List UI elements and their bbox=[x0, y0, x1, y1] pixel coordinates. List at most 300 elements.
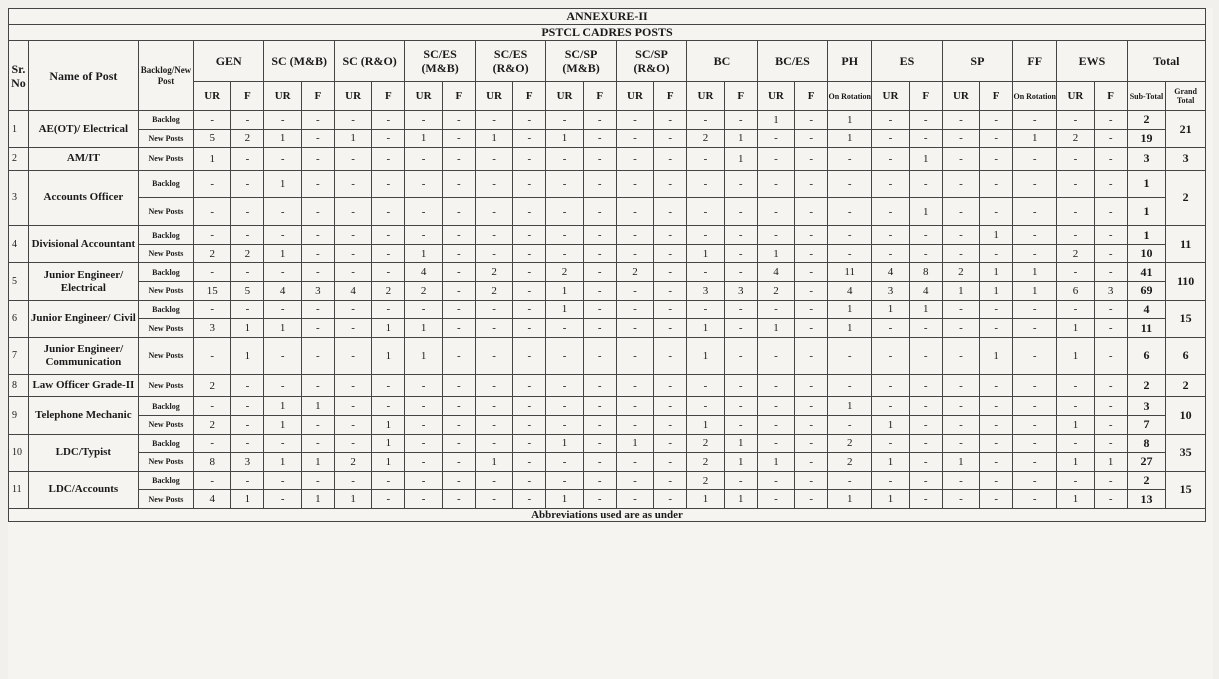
value-cell: - bbox=[372, 375, 405, 397]
value-cell: - bbox=[513, 397, 546, 416]
value-cell: - bbox=[795, 148, 828, 170]
value-cell: 4 bbox=[872, 263, 909, 282]
value-cell: - bbox=[583, 300, 616, 319]
value-cell: - bbox=[909, 337, 942, 374]
value-cell: - bbox=[795, 434, 828, 453]
value-cell: - bbox=[193, 198, 230, 226]
header-group: FF bbox=[1013, 41, 1057, 82]
value-cell: - bbox=[1094, 319, 1127, 338]
value-cell: - bbox=[654, 263, 687, 282]
value-cell: - bbox=[616, 397, 653, 416]
value-cell: - bbox=[442, 375, 475, 397]
subheader-cell: F bbox=[724, 82, 757, 111]
value-cell: - bbox=[405, 415, 442, 434]
value-cell: - bbox=[334, 263, 371, 282]
value-cell: - bbox=[909, 111, 942, 130]
value-cell: - bbox=[872, 337, 909, 374]
value-cell: 1 bbox=[828, 129, 872, 148]
value-cell: - bbox=[1057, 471, 1094, 490]
value-cell: - bbox=[795, 170, 828, 198]
value-cell: - bbox=[583, 129, 616, 148]
value-cell: - bbox=[942, 490, 979, 509]
sr-no: 8 bbox=[9, 375, 29, 397]
header-group: SC/ES (R&O) bbox=[475, 41, 545, 82]
grand-total-cell: 15 bbox=[1166, 300, 1206, 337]
sr-no: 11 bbox=[9, 471, 29, 508]
table-row bbox=[9, 148, 1206, 170]
value-cell: 1 bbox=[616, 434, 653, 453]
value-cell: - bbox=[909, 170, 942, 198]
value-cell: - bbox=[334, 471, 371, 490]
post-type: New Posts bbox=[138, 337, 193, 374]
value-cell: 8 bbox=[193, 453, 230, 472]
value-cell: 2 bbox=[1057, 129, 1094, 148]
value-cell: - bbox=[654, 111, 687, 130]
value-cell: - bbox=[909, 244, 942, 263]
value-cell: - bbox=[264, 471, 301, 490]
value-cell: - bbox=[616, 170, 653, 198]
value-cell: 2 bbox=[193, 415, 230, 434]
subheader-cell: UR bbox=[193, 82, 230, 111]
grand-total-cell: 6 bbox=[1166, 337, 1206, 374]
value-cell: - bbox=[513, 375, 546, 397]
value-cell: 2 bbox=[687, 471, 724, 490]
value-cell: 2 bbox=[828, 453, 872, 472]
value-cell: - bbox=[546, 198, 583, 226]
value-cell: 3 bbox=[301, 282, 334, 301]
value-cell: 1 bbox=[405, 244, 442, 263]
post-name: Telephone Mechanic bbox=[28, 397, 138, 434]
value-cell: - bbox=[513, 148, 546, 170]
value-cell: - bbox=[264, 198, 301, 226]
grand-total-cell: 3 bbox=[1166, 148, 1206, 170]
annexure-title: ANNEXURE-II bbox=[9, 9, 1206, 25]
value-cell: 1 bbox=[264, 453, 301, 472]
value-cell: 1 bbox=[372, 337, 405, 374]
value-cell: - bbox=[795, 244, 828, 263]
value-cell: - bbox=[583, 490, 616, 509]
value-cell: - bbox=[828, 337, 872, 374]
value-cell: - bbox=[372, 111, 405, 130]
value-cell: - bbox=[405, 226, 442, 245]
value-cell: 2 bbox=[546, 263, 583, 282]
value-cell: 2 bbox=[828, 434, 872, 453]
value-cell: - bbox=[1013, 111, 1057, 130]
value-cell: - bbox=[616, 148, 653, 170]
value-cell: - bbox=[687, 170, 724, 198]
sub-total-cell: 4 bbox=[1127, 300, 1166, 319]
value-cell: 1 bbox=[687, 319, 724, 338]
value-cell: - bbox=[795, 282, 828, 301]
value-cell: 5 bbox=[193, 129, 230, 148]
value-cell: - bbox=[405, 453, 442, 472]
value-cell: 1 bbox=[405, 129, 442, 148]
table-row bbox=[9, 415, 1206, 434]
value-cell: 1 bbox=[1057, 337, 1094, 374]
value-cell: - bbox=[334, 148, 371, 170]
value-cell: 1 bbox=[757, 319, 794, 338]
grand-total-cell: 2 bbox=[1166, 375, 1206, 397]
value-cell: 1 bbox=[264, 319, 301, 338]
subheader-cell: F bbox=[372, 82, 405, 111]
value-cell: 1 bbox=[264, 129, 301, 148]
value-cell: - bbox=[475, 111, 512, 130]
value-cell: - bbox=[872, 397, 909, 416]
value-cell: - bbox=[372, 244, 405, 263]
value-cell: - bbox=[301, 226, 334, 245]
value-cell: 1 bbox=[1057, 490, 1094, 509]
sub-total-cell: 8 bbox=[1127, 434, 1166, 453]
value-cell: - bbox=[546, 415, 583, 434]
value-cell: - bbox=[475, 415, 512, 434]
value-cell: - bbox=[231, 397, 264, 416]
value-cell: 1 bbox=[1013, 129, 1057, 148]
value-cell: - bbox=[583, 453, 616, 472]
table-row bbox=[9, 244, 1206, 263]
sub-total-cell: 69 bbox=[1127, 282, 1166, 301]
value-cell: - bbox=[546, 170, 583, 198]
grand-total-cell: 110 bbox=[1166, 263, 1206, 300]
table-row bbox=[9, 129, 1206, 148]
value-cell: - bbox=[546, 244, 583, 263]
value-cell: 2 bbox=[687, 453, 724, 472]
table-title: PSTCL CADRES POSTS bbox=[9, 25, 1206, 41]
header-sub-total: Sub-Total bbox=[1127, 82, 1166, 111]
value-cell: - bbox=[654, 471, 687, 490]
post-type: Backlog bbox=[138, 263, 193, 282]
subheader-cell: F bbox=[513, 82, 546, 111]
value-cell: - bbox=[583, 375, 616, 397]
value-cell: - bbox=[687, 375, 724, 397]
value-cell: 2 bbox=[372, 282, 405, 301]
header-group: SC/SP (R&O) bbox=[616, 41, 686, 82]
value-cell: - bbox=[442, 397, 475, 416]
value-cell: 2 bbox=[942, 263, 979, 282]
value-cell: - bbox=[1013, 375, 1057, 397]
value-cell: - bbox=[1057, 375, 1094, 397]
value-cell: 2 bbox=[687, 129, 724, 148]
value-cell: - bbox=[513, 111, 546, 130]
value-cell: - bbox=[442, 319, 475, 338]
value-cell: - bbox=[872, 471, 909, 490]
value-cell: - bbox=[334, 198, 371, 226]
value-cell: - bbox=[616, 337, 653, 374]
value-cell: - bbox=[513, 453, 546, 472]
value-cell: - bbox=[980, 471, 1013, 490]
value-cell: - bbox=[583, 415, 616, 434]
post-name: Junior Engineer/ Communication bbox=[28, 337, 138, 374]
value-cell: - bbox=[795, 226, 828, 245]
value-cell: - bbox=[264, 434, 301, 453]
value-cell: - bbox=[687, 226, 724, 245]
value-cell: - bbox=[334, 434, 371, 453]
value-cell: - bbox=[654, 434, 687, 453]
value-cell: - bbox=[795, 471, 828, 490]
value-cell: - bbox=[909, 453, 942, 472]
table-row bbox=[9, 319, 1206, 338]
value-cell: - bbox=[475, 397, 512, 416]
sub-total-cell: 13 bbox=[1127, 490, 1166, 509]
value-cell: - bbox=[757, 148, 794, 170]
value-cell: 1 bbox=[1013, 282, 1057, 301]
value-cell: - bbox=[405, 434, 442, 453]
value-cell: 1 bbox=[405, 319, 442, 338]
value-cell: - bbox=[654, 319, 687, 338]
value-cell: - bbox=[442, 415, 475, 434]
value-cell: - bbox=[872, 226, 909, 245]
table-row bbox=[9, 226, 1206, 245]
value-cell: - bbox=[1094, 375, 1127, 397]
post-type: New Posts bbox=[138, 453, 193, 472]
table-row bbox=[9, 490, 1206, 509]
value-cell: - bbox=[942, 375, 979, 397]
value-cell: - bbox=[724, 263, 757, 282]
value-cell: - bbox=[724, 319, 757, 338]
value-cell: 6 bbox=[1057, 282, 1094, 301]
value-cell: - bbox=[942, 415, 979, 434]
value-cell: - bbox=[1013, 415, 1057, 434]
value-cell: - bbox=[513, 337, 546, 374]
value-cell: - bbox=[1013, 397, 1057, 416]
value-cell: - bbox=[442, 471, 475, 490]
value-cell: - bbox=[583, 148, 616, 170]
value-cell: - bbox=[513, 263, 546, 282]
value-cell: 1 bbox=[872, 453, 909, 472]
value-cell: - bbox=[616, 111, 653, 130]
value-cell: - bbox=[231, 375, 264, 397]
value-cell: - bbox=[546, 111, 583, 130]
value-cell: - bbox=[442, 148, 475, 170]
value-cell: - bbox=[193, 226, 230, 245]
value-cell: - bbox=[757, 226, 794, 245]
value-cell: - bbox=[980, 434, 1013, 453]
value-cell: - bbox=[724, 337, 757, 374]
value-cell: - bbox=[980, 490, 1013, 509]
value-cell: 1 bbox=[546, 282, 583, 301]
table-row bbox=[9, 282, 1206, 301]
value-cell: - bbox=[654, 337, 687, 374]
grand-total-cell: 11 bbox=[1166, 226, 1206, 263]
value-cell: 1 bbox=[724, 434, 757, 453]
value-cell: - bbox=[475, 319, 512, 338]
header-group: BC bbox=[687, 41, 757, 82]
subheader-cell: UR bbox=[872, 82, 909, 111]
value-cell: - bbox=[301, 148, 334, 170]
value-cell: - bbox=[616, 490, 653, 509]
value-cell: - bbox=[1013, 198, 1057, 226]
sub-total-cell: 2 bbox=[1127, 471, 1166, 490]
value-cell: - bbox=[334, 397, 371, 416]
value-cell: 2 bbox=[687, 434, 724, 453]
value-cell: - bbox=[1094, 397, 1127, 416]
header-group: SC (M&B) bbox=[264, 41, 334, 82]
post-name: AE(OT)/ Electrical bbox=[28, 111, 138, 148]
value-cell: - bbox=[942, 319, 979, 338]
value-cell: 1 bbox=[724, 453, 757, 472]
value-cell: - bbox=[1013, 490, 1057, 509]
value-cell: - bbox=[942, 244, 979, 263]
post-name: LDC/Accounts bbox=[28, 471, 138, 508]
value-cell: 1 bbox=[980, 226, 1013, 245]
value-cell: - bbox=[654, 490, 687, 509]
sub-total-cell: 1 bbox=[1127, 198, 1166, 226]
sr-no: 5 bbox=[9, 263, 29, 300]
value-cell: - bbox=[372, 226, 405, 245]
value-cell: - bbox=[301, 129, 334, 148]
value-cell: 1 bbox=[909, 148, 942, 170]
value-cell: - bbox=[264, 111, 301, 130]
value-cell: - bbox=[872, 319, 909, 338]
value-cell: - bbox=[372, 148, 405, 170]
value-cell: - bbox=[372, 129, 405, 148]
value-cell: 1 bbox=[1057, 319, 1094, 338]
value-cell: - bbox=[616, 415, 653, 434]
value-cell: - bbox=[1094, 490, 1127, 509]
value-cell: 1 bbox=[1057, 415, 1094, 434]
value-cell: - bbox=[757, 198, 794, 226]
value-cell: - bbox=[583, 397, 616, 416]
value-cell: - bbox=[372, 263, 405, 282]
value-cell: - bbox=[654, 300, 687, 319]
sub-total-cell: 19 bbox=[1127, 129, 1166, 148]
value-cell: - bbox=[231, 300, 264, 319]
value-cell: - bbox=[795, 415, 828, 434]
value-cell: - bbox=[872, 244, 909, 263]
value-cell: 1 bbox=[757, 453, 794, 472]
value-cell: 1 bbox=[909, 198, 942, 226]
value-cell: - bbox=[828, 148, 872, 170]
value-cell: 1 bbox=[301, 453, 334, 472]
grand-total-cell: 2 bbox=[1166, 170, 1206, 226]
subheader-cell: UR bbox=[757, 82, 794, 111]
value-cell: - bbox=[475, 198, 512, 226]
value-cell: - bbox=[583, 471, 616, 490]
value-cell: 4 bbox=[757, 263, 794, 282]
header-group: SC/ES (M&B) bbox=[405, 41, 475, 82]
value-cell: - bbox=[301, 337, 334, 374]
subheader-cell: F bbox=[909, 82, 942, 111]
value-cell: - bbox=[1094, 263, 1127, 282]
value-cell: - bbox=[795, 319, 828, 338]
value-cell: - bbox=[475, 244, 512, 263]
value-cell: - bbox=[405, 300, 442, 319]
value-cell: - bbox=[757, 337, 794, 374]
value-cell: - bbox=[795, 198, 828, 226]
value-cell: - bbox=[980, 170, 1013, 198]
post-type: Backlog bbox=[138, 226, 193, 245]
sr-no: 4 bbox=[9, 226, 29, 263]
value-cell: - bbox=[442, 434, 475, 453]
value-cell: - bbox=[372, 300, 405, 319]
value-cell: - bbox=[1094, 300, 1127, 319]
value-cell: 1 bbox=[301, 490, 334, 509]
table-row bbox=[9, 471, 1206, 490]
value-cell: - bbox=[942, 226, 979, 245]
value-cell: - bbox=[193, 300, 230, 319]
value-cell: - bbox=[442, 282, 475, 301]
value-cell: - bbox=[795, 111, 828, 130]
value-cell: - bbox=[980, 319, 1013, 338]
value-cell: - bbox=[334, 319, 371, 338]
value-cell: 2 bbox=[405, 282, 442, 301]
header-group: SC/SP (M&B) bbox=[546, 41, 616, 82]
value-cell: - bbox=[442, 337, 475, 374]
sr-no: 3 bbox=[9, 170, 29, 226]
value-cell: - bbox=[757, 434, 794, 453]
table-row bbox=[9, 434, 1206, 453]
value-cell: 3 bbox=[687, 282, 724, 301]
value-cell: - bbox=[264, 490, 301, 509]
value-cell: - bbox=[372, 490, 405, 509]
post-name: Junior Engineer/ Civil bbox=[28, 300, 138, 337]
value-cell: - bbox=[405, 170, 442, 198]
value-cell: - bbox=[546, 319, 583, 338]
post-name: Law Officer Grade-II bbox=[28, 375, 138, 397]
cadres-table bbox=[8, 8, 1206, 522]
value-cell: - bbox=[442, 129, 475, 148]
value-cell: - bbox=[980, 453, 1013, 472]
sub-total-cell: 27 bbox=[1127, 453, 1166, 472]
value-cell: 1 bbox=[687, 244, 724, 263]
subheader-cell: UR bbox=[405, 82, 442, 111]
value-cell: - bbox=[475, 471, 512, 490]
value-cell: - bbox=[616, 375, 653, 397]
value-cell: - bbox=[372, 170, 405, 198]
value-cell: - bbox=[795, 300, 828, 319]
value-cell: - bbox=[942, 300, 979, 319]
header-backlog-new: Backlog/New Post bbox=[138, 41, 193, 111]
value-cell: - bbox=[334, 337, 371, 374]
sr-no: 2 bbox=[9, 148, 29, 170]
value-cell: - bbox=[1094, 434, 1127, 453]
value-cell: 1 bbox=[193, 148, 230, 170]
value-cell: - bbox=[872, 148, 909, 170]
value-cell: - bbox=[513, 244, 546, 263]
sub-total-cell: 41 bbox=[1127, 263, 1166, 282]
subheader-cell: UR bbox=[616, 82, 653, 111]
header-total: Total bbox=[1127, 41, 1205, 82]
value-cell: 1 bbox=[334, 490, 371, 509]
post-type: New Posts bbox=[138, 129, 193, 148]
value-cell: - bbox=[513, 471, 546, 490]
header-group: SC (R&O) bbox=[334, 41, 404, 82]
value-cell: - bbox=[372, 471, 405, 490]
value-cell: - bbox=[546, 337, 583, 374]
value-cell: - bbox=[475, 148, 512, 170]
subheader-cell: UR bbox=[1057, 82, 1094, 111]
value-cell: - bbox=[301, 300, 334, 319]
value-cell: 1 bbox=[475, 453, 512, 472]
value-cell: - bbox=[942, 198, 979, 226]
subheader-cell: UR bbox=[475, 82, 512, 111]
value-cell: - bbox=[334, 415, 371, 434]
header-group: PH bbox=[828, 41, 872, 82]
value-cell: - bbox=[334, 111, 371, 130]
value-cell: - bbox=[795, 375, 828, 397]
value-cell: - bbox=[724, 397, 757, 416]
title-row bbox=[9, 9, 1206, 25]
value-cell: - bbox=[980, 148, 1013, 170]
value-cell: - bbox=[583, 263, 616, 282]
value-cell: - bbox=[942, 397, 979, 416]
value-cell: - bbox=[616, 319, 653, 338]
value-cell: 1 bbox=[546, 300, 583, 319]
value-cell: 1 bbox=[405, 337, 442, 374]
table-row bbox=[9, 198, 1206, 226]
value-cell: - bbox=[231, 111, 264, 130]
value-cell: 4 bbox=[334, 282, 371, 301]
header-group: EWS bbox=[1057, 41, 1127, 82]
